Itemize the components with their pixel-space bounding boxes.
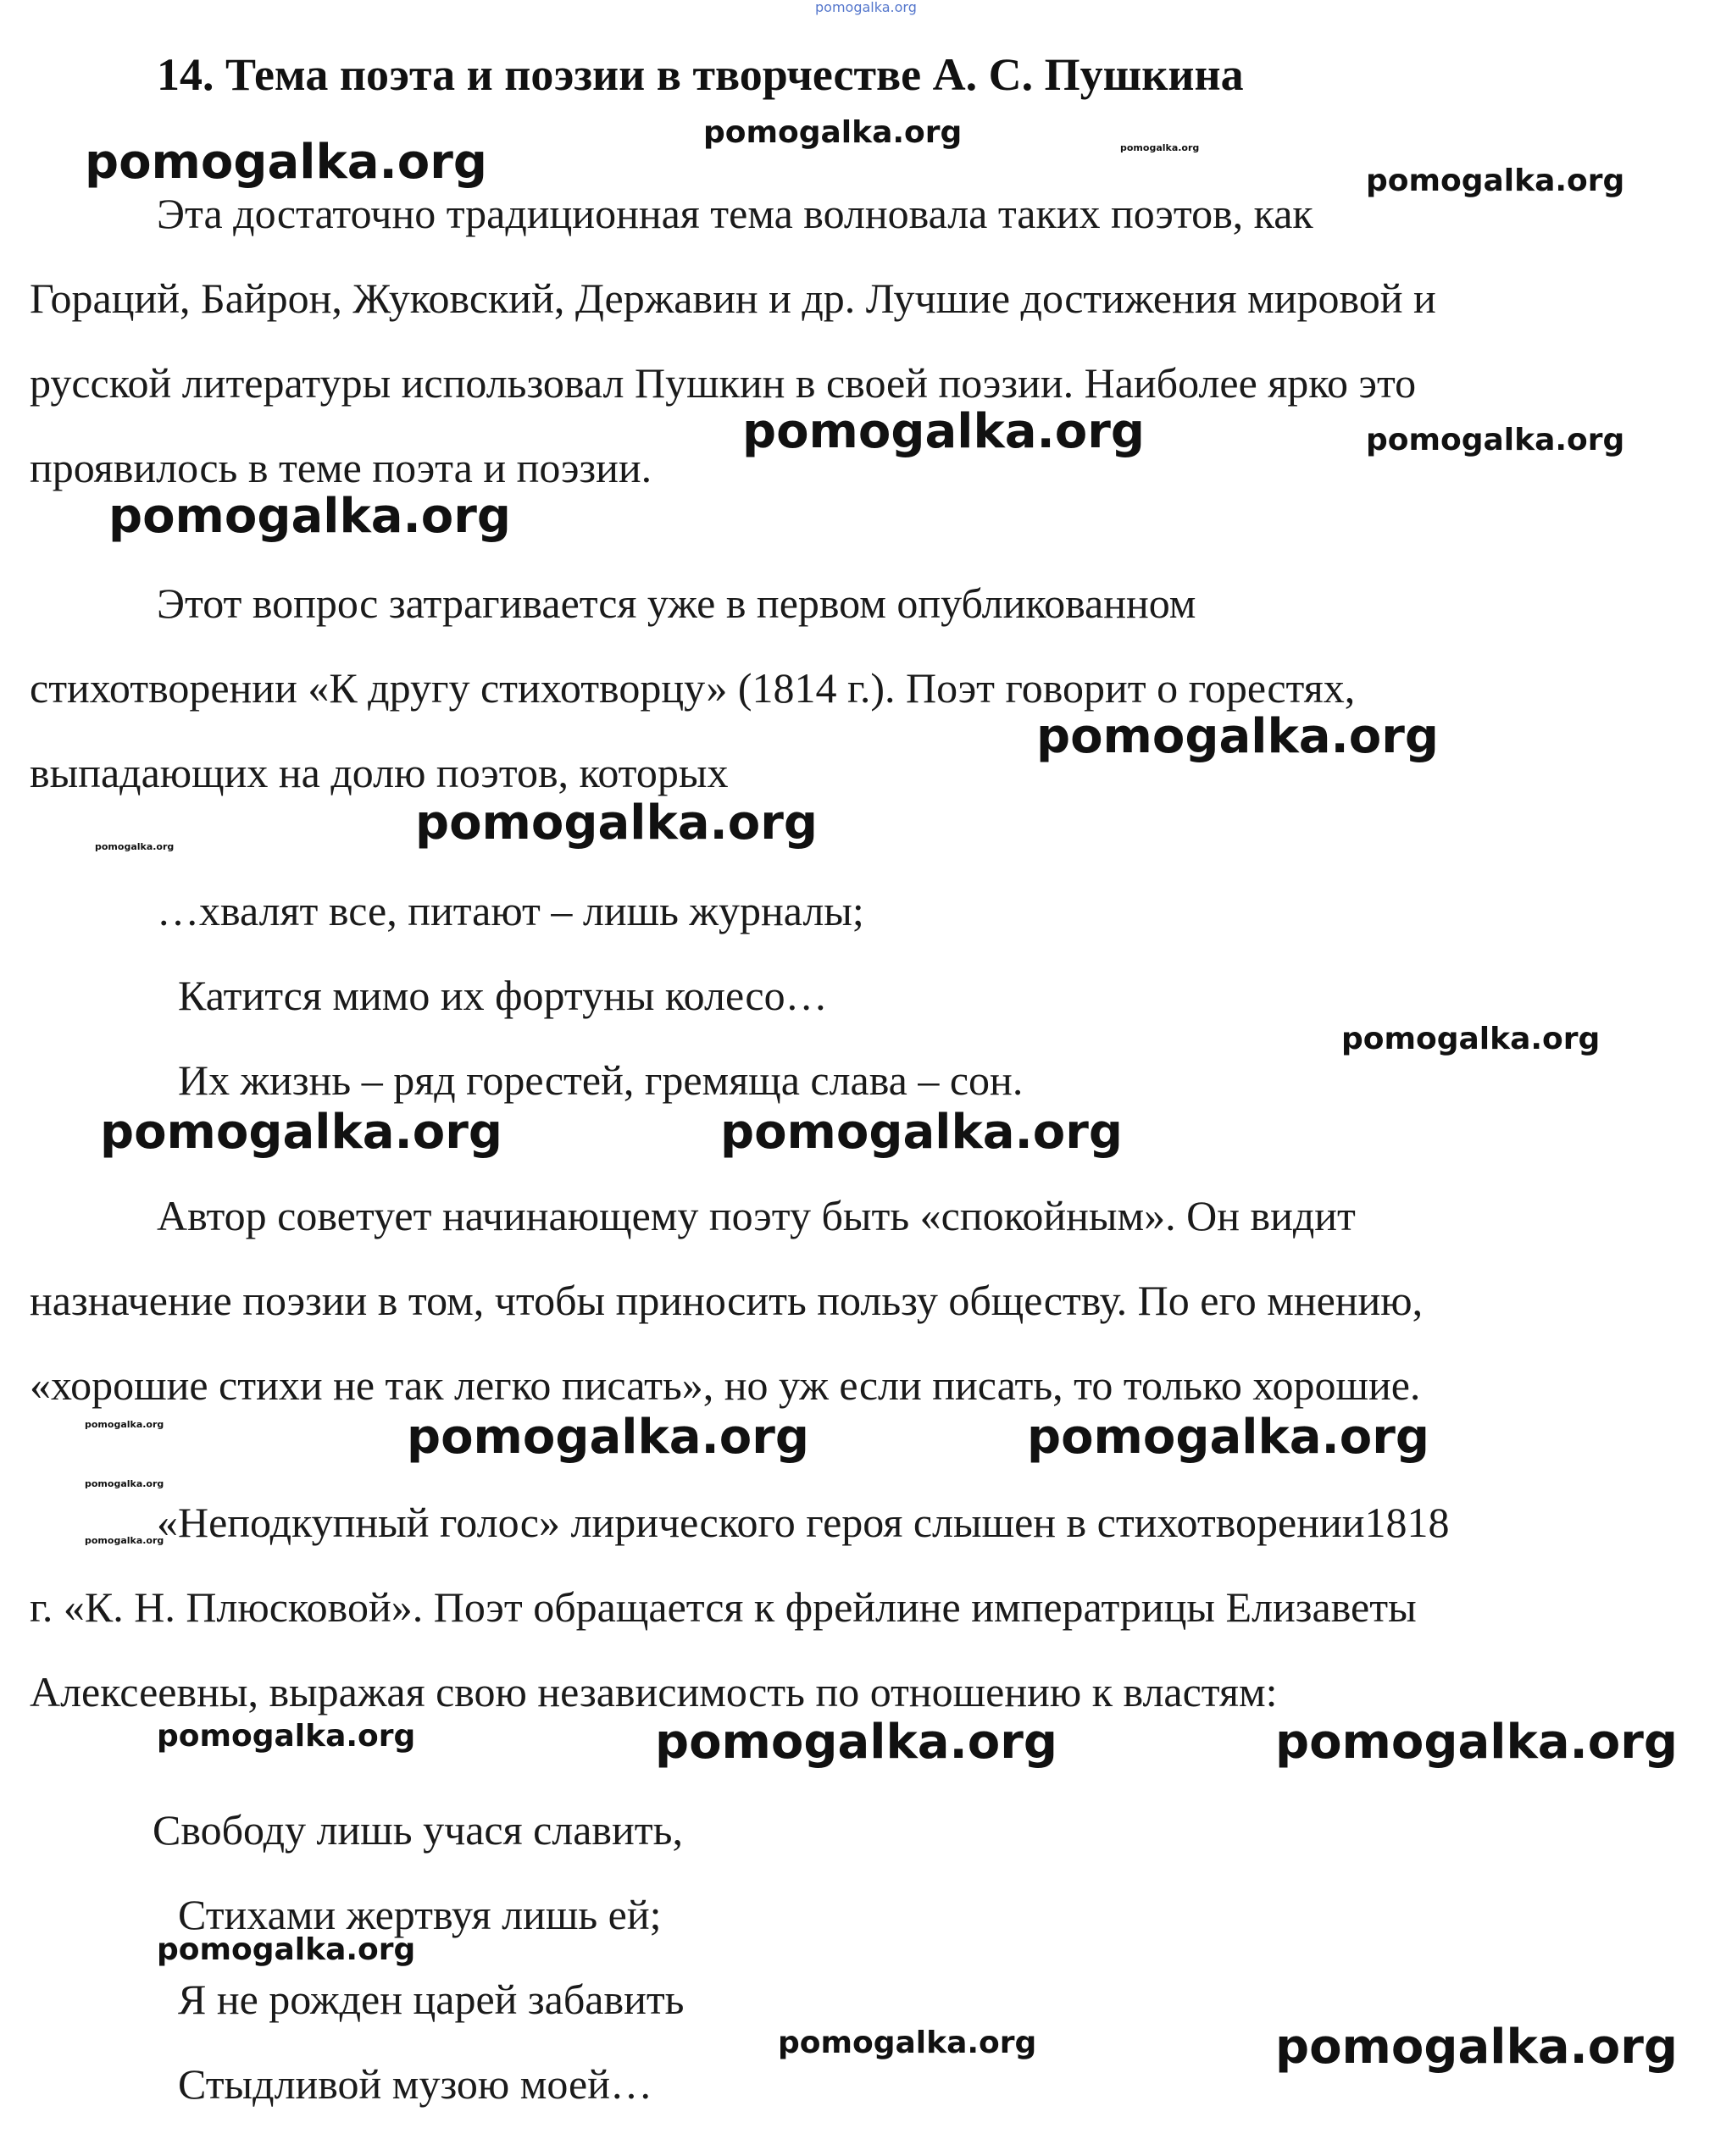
watermark: pomogalka.org: [407, 1410, 809, 1465]
watermark: pomogalka.org: [1036, 709, 1439, 764]
watermark: pomogalka.org: [1366, 423, 1625, 457]
page-title: 14. Тема поэта и поэзии в творчестве А. С. Пушкина: [157, 49, 1244, 100]
poem-1-line-3: Их жизнь – ряд горестей, гремяща слава – сон.: [178, 1056, 1024, 1104]
watermark: pomogalka.org: [415, 795, 818, 851]
paragraph-1-line-4: проявилось в теме поэта и поэзии.: [30, 444, 652, 491]
watermark: pomogalka.org: [108, 489, 511, 544]
watermark: pomogalka.org: [157, 1719, 416, 1754]
poem-1-line-2: Катится мимо их фортуны колесо…: [178, 972, 828, 1019]
watermark: pomogalka.org: [778, 2026, 1037, 2060]
poem-2-line-4: Стыдливой музою моей…: [178, 2060, 652, 2108]
watermark: pomogalka.org: [85, 1419, 164, 1430]
paragraph-3-line-2: назначение поэзии в том, чтобы приносить пользу обществу. По его мнению,: [30, 1277, 1424, 1324]
watermark: pomogalka.org: [1275, 1715, 1678, 1770]
paragraph-3-line-1: Автор советует начинающему поэту быть «спокойным». Он видит: [157, 1192, 1356, 1239]
watermark: pomogalka.org: [703, 115, 963, 150]
watermark: pomogalka.org: [1366, 164, 1625, 198]
paragraph-3-line-3: «хорошие стихи не так легко писать», но уж если писать, то только хорошие.: [30, 1361, 1421, 1409]
watermark: pomogalka.org: [655, 1715, 1057, 1770]
watermark: pomogalka.org: [157, 1932, 416, 1967]
watermark: pomogalka.org: [1120, 142, 1200, 153]
watermark: pomogalka.org: [100, 1105, 502, 1160]
watermark: pomogalka.org: [85, 1535, 164, 1546]
paragraph-2-line-2: стихотворении «К другу стихотворцу» (1814 г.). Поэт говорит о горестях,: [30, 664, 1356, 712]
watermark: pomogalka.org: [85, 1478, 164, 1489]
paragraph-4-line-1: «Неподкупный голос» лирического героя слышен в стихотворении1818: [157, 1499, 1450, 1546]
watermark: pomogalka.org: [85, 135, 487, 190]
watermark: pomogalka.org: [95, 841, 175, 852]
poem-2-line-2: Стихами жертвуя лишь ей;: [178, 1891, 662, 1938]
poem-2-line-3: Я не рожден царей забавить: [178, 1976, 685, 2023]
paragraph-4-line-3: Алексеевны, выражая свою независимость по отношению к властям:: [30, 1668, 1278, 1715]
watermark: pomogalka.org: [720, 1105, 1123, 1160]
watermark: pomogalka.org: [1275, 2020, 1678, 2075]
watermark: pomogalka.org: [1341, 1022, 1601, 1056]
paragraph-2-line-1: Этот вопрос затрагивается уже в первом опубликованном: [157, 579, 1196, 627]
poem-1-line-1: …хвалят все, питают – лишь журналы;: [157, 887, 864, 934]
watermark: pomogalka.org: [1027, 1410, 1429, 1465]
top-watermark: pomogalka.org: [815, 0, 917, 15]
paragraph-1-line-2: Гораций, Байрон, Жуковский, Державин и др. Лучшие достижения мировой и: [30, 274, 1436, 322]
paragraph-1-line-1: Эта достаточно традиционная тема волновала таких поэтов, как: [157, 190, 1313, 237]
paragraph-1-line-3: русской литературы использовал Пушкин в своей поэзии. Наиболее ярко это: [30, 359, 1417, 407]
paragraph-2-line-3: выпадающих на долю поэтов, которых: [30, 749, 729, 796]
watermark: pomogalka.org: [742, 404, 1145, 459]
poem-2-line-1: Свободу лишь учася славить,: [153, 1806, 683, 1854]
paragraph-4-line-2: г. «К. Н. Плюсковой». Поэт обращается к фрейлине императрицы Елизаветы: [30, 1583, 1417, 1631]
